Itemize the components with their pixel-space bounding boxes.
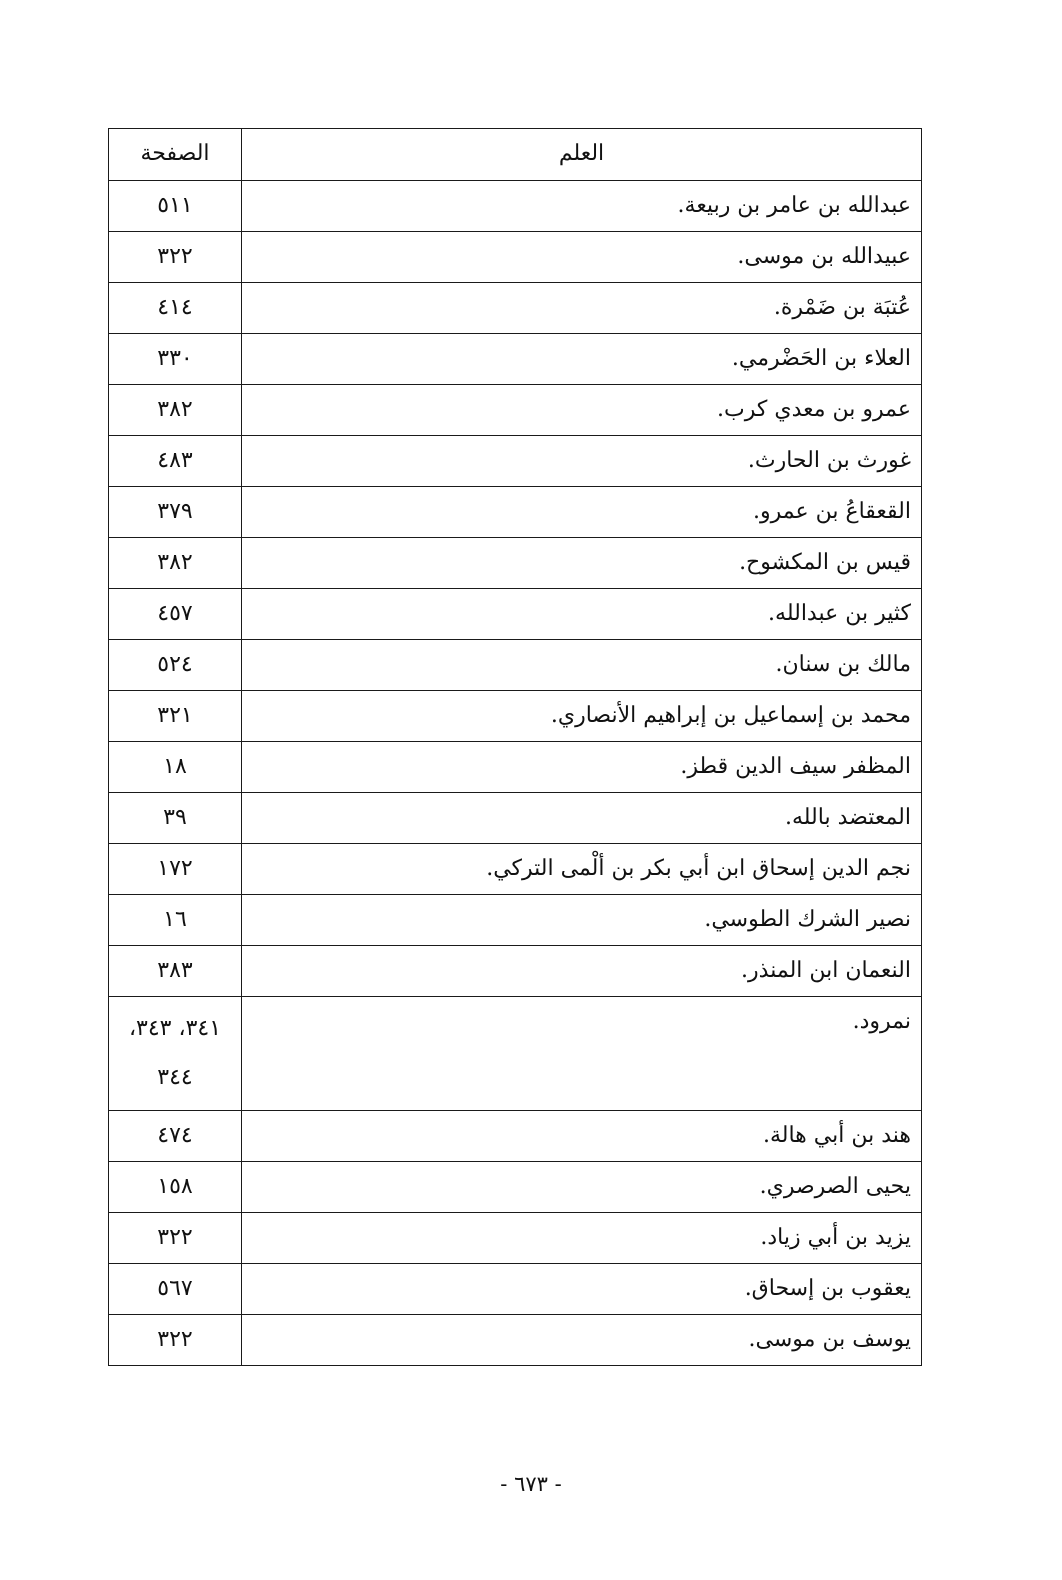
- name-cell: نمرود.: [242, 997, 922, 1111]
- name-cell: نجم الدين إسحاق ابن أبي بكر بن ألْمى التركي.: [242, 844, 922, 895]
- table-row: [109, 385, 922, 436]
- name-cell: عمرو بن معدي كرب.: [242, 385, 922, 436]
- header-page-cell: الصفحة: [109, 129, 242, 181]
- page-cell: ١٦: [109, 895, 242, 946]
- table-row: [109, 181, 922, 232]
- table-row: [109, 538, 922, 589]
- name-cell: عُتبَة بن ضَمْرة.: [242, 283, 922, 334]
- page-cell: ٤٨٣: [109, 436, 242, 487]
- table-row: [109, 691, 922, 742]
- table-row: [109, 997, 922, 1111]
- table-row: [109, 946, 922, 997]
- name-cell: مالك بن سنان.: [242, 640, 922, 691]
- table-row: [109, 1111, 922, 1162]
- table-row: [109, 793, 922, 844]
- page-cell: ٣٢٢: [109, 232, 242, 283]
- page-cell: ٣٩: [109, 793, 242, 844]
- page-cell: ٥١١: [109, 181, 242, 232]
- header-name-cell: العلم: [242, 129, 922, 181]
- table-row: [109, 334, 922, 385]
- page-number: - ٦٧٣ -: [500, 1472, 562, 1496]
- name-cell: محمد بن إسماعيل بن إبراهيم الأنصاري.: [242, 691, 922, 742]
- page-cell: ٥٦٧: [109, 1264, 242, 1315]
- page-cell: ٣٨٢: [109, 538, 242, 589]
- table-row: [109, 436, 922, 487]
- page-cell: ٣٤١، ٣٤٣، ٣٤٤: [109, 997, 242, 1111]
- name-cell: قيس بن المكشوح.: [242, 538, 922, 589]
- name-cell: هند بن أبي هالة.: [242, 1111, 922, 1162]
- name-cell: يوسف بن موسى.: [242, 1315, 922, 1366]
- page-cell: ١٨: [109, 742, 242, 793]
- page-cell: ١٥٨: [109, 1162, 242, 1213]
- page-cell: ٤١٤: [109, 283, 242, 334]
- name-cell: النعمان ابن المنذر.: [242, 946, 922, 997]
- page-cell: ٥٢٤: [109, 640, 242, 691]
- page-cell: ١٧٢: [109, 844, 242, 895]
- page-cell: ٤٥٧: [109, 589, 242, 640]
- table-row: [109, 895, 922, 946]
- page-cell: ٣٢٢: [109, 1213, 242, 1264]
- table-header-row: [109, 129, 922, 181]
- table-row: [109, 640, 922, 691]
- table-row: [109, 487, 922, 538]
- name-cell: المعتضد بالله.: [242, 793, 922, 844]
- table-row: [109, 232, 922, 283]
- index-table: [108, 128, 922, 1366]
- page-cell: ٣٢١: [109, 691, 242, 742]
- page-cell: ٣٨٢: [109, 385, 242, 436]
- table-row: [109, 1315, 922, 1366]
- page-cell: ٣٢٢: [109, 1315, 242, 1366]
- name-cell: عبيدالله بن موسى.: [242, 232, 922, 283]
- name-cell: العلاء بن الحَضْرمي.: [242, 334, 922, 385]
- name-cell: غورث بن الحارث.: [242, 436, 922, 487]
- page-cell: ٣٨٣: [109, 946, 242, 997]
- page-cell: ٤٧٤: [109, 1111, 242, 1162]
- name-cell: يحيى الصرصري.: [242, 1162, 922, 1213]
- name-cell: كثير بن عبدالله.: [242, 589, 922, 640]
- table-row: [109, 1264, 922, 1315]
- name-cell: يزيد بن أبي زياد.: [242, 1213, 922, 1264]
- name-cell: المظفر سيف الدين قطز.: [242, 742, 922, 793]
- name-cell: عبدالله بن عامر بن ربيعة.: [242, 181, 922, 232]
- page-cell: ٣٣٠: [109, 334, 242, 385]
- table-row: [109, 589, 922, 640]
- table-row: [109, 1162, 922, 1213]
- table-row: [109, 283, 922, 334]
- page-cell: ٣٧٩: [109, 487, 242, 538]
- name-cell: يعقوب بن إسحاق.: [242, 1264, 922, 1315]
- name-cell: نصير الشرك الطوسي.: [242, 895, 922, 946]
- table-row: [109, 1213, 922, 1264]
- table-row: [109, 844, 922, 895]
- name-cell: القعقاعُ بن عمرو.: [242, 487, 922, 538]
- table-row: [109, 742, 922, 793]
